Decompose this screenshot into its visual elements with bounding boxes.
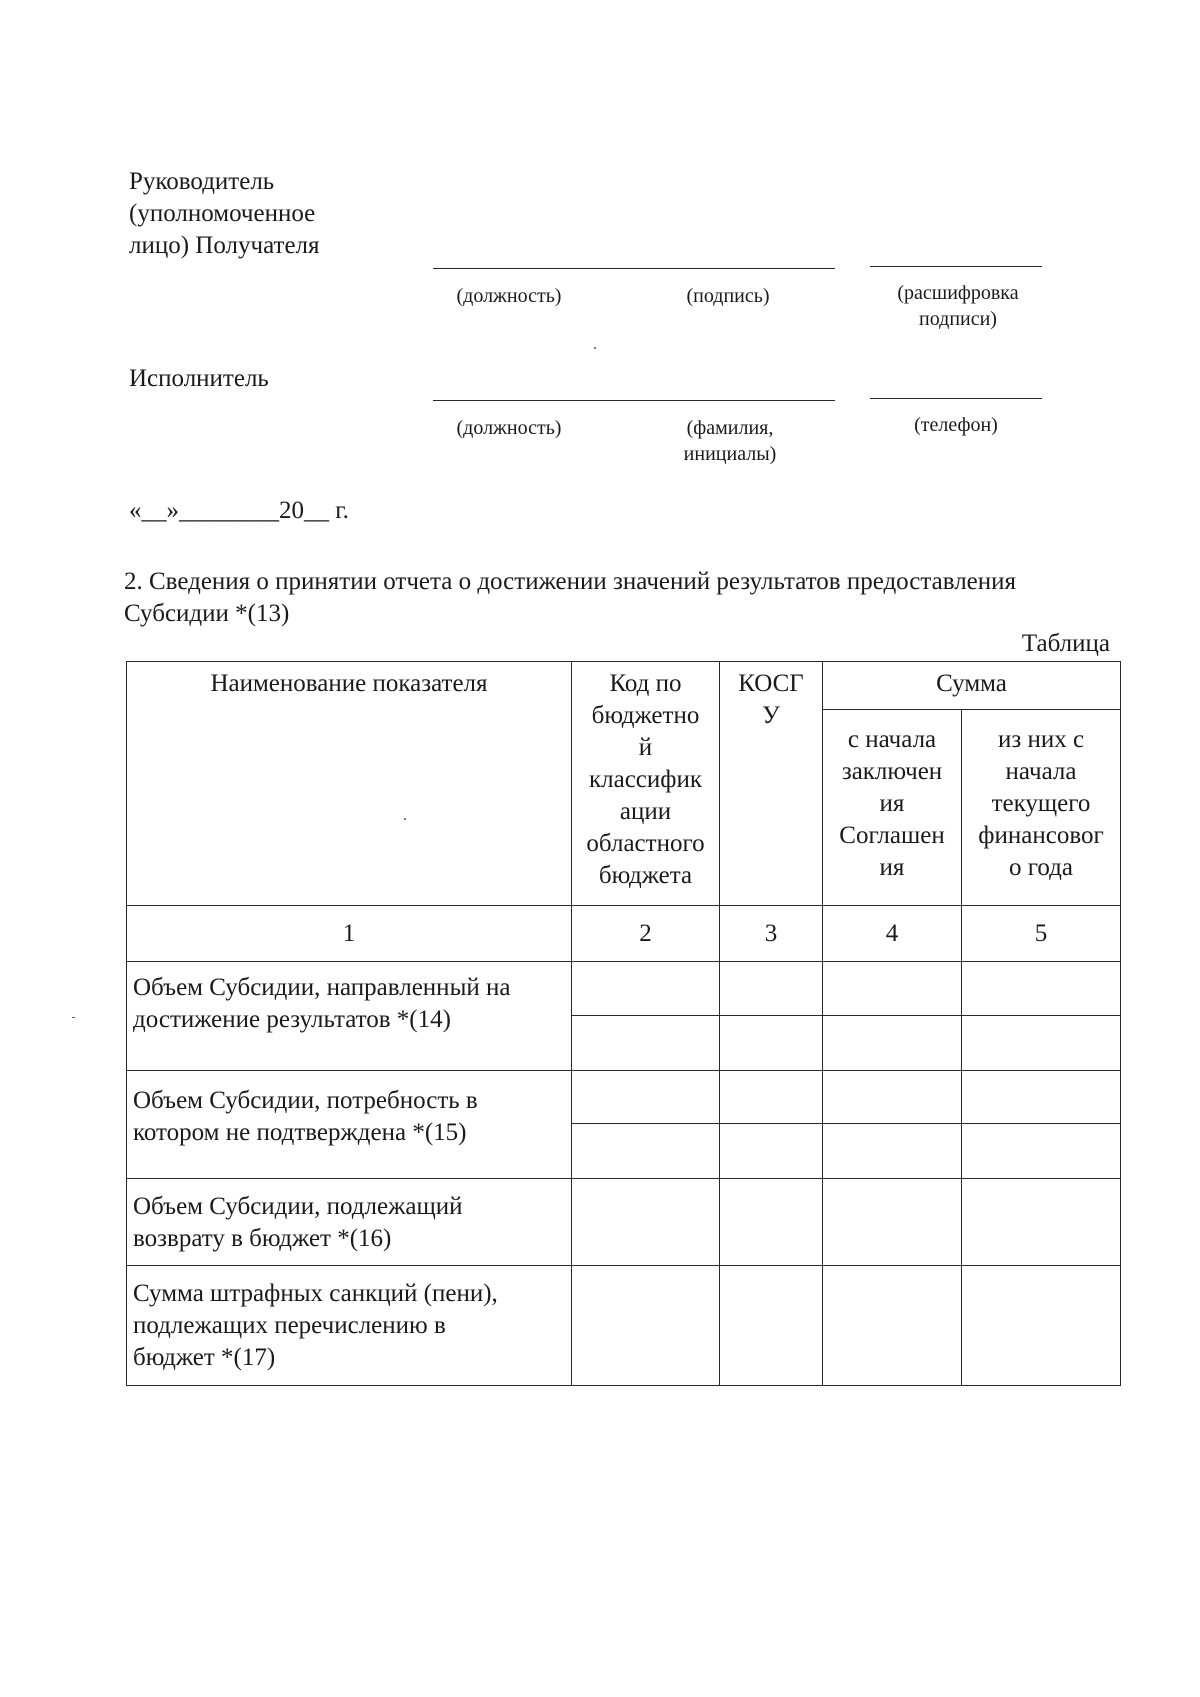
table-cell-input[interactable] (962, 1179, 1121, 1266)
header-text: бюджетно (591, 702, 700, 729)
table-label: Таблица (1021, 630, 1110, 657)
row-label (127, 962, 572, 1071)
table-cell-input[interactable] (572, 1071, 720, 1124)
header-sum (823, 662, 1121, 710)
header-text: классифик (588, 766, 702, 793)
scan-speck (594, 347, 596, 349)
executor-label: Исполнитель (129, 365, 269, 392)
table-cell-input[interactable] (962, 1016, 1121, 1071)
header-text: Наименование показателя (210, 670, 488, 697)
scan-speck (404, 818, 406, 820)
executor-phone-line[interactable] (870, 398, 1042, 399)
header-text: Сумма (936, 670, 1007, 697)
executor-position-caption: (должность) (456, 417, 562, 439)
row-label-line: подлежащих перечислению в (133, 1312, 446, 1339)
column-number: 1 (127, 906, 572, 962)
row-label-line: бюджет *(17) (133, 1344, 276, 1371)
table-cell-input[interactable] (823, 1179, 962, 1266)
header-code (572, 662, 720, 906)
table-cell-input[interactable] (823, 1266, 962, 1386)
executor-name-caption (644, 415, 816, 467)
table-cell-input[interactable] (720, 1071, 823, 1124)
report-table (126, 661, 1121, 1386)
table-cell-input[interactable] (572, 1266, 720, 1386)
table-cell-input[interactable] (572, 1016, 720, 1071)
header-sum-from-year (962, 710, 1121, 906)
table-row (127, 1071, 1121, 1124)
head-position-signature-line[interactable] (433, 268, 835, 269)
table-cell-input[interactable] (823, 1016, 962, 1071)
row-label-line: Сумма штрафных санкций (пени), (133, 1280, 498, 1307)
header-text: ия (879, 854, 905, 881)
header-text: й (638, 734, 653, 761)
section-heading (124, 566, 1164, 630)
column-number: 3 (720, 906, 823, 962)
header-text: из них с (997, 726, 1085, 753)
header-text: бюджета (598, 862, 693, 889)
header-sum-from-agreement (823, 710, 962, 906)
header-text: о года (1009, 854, 1073, 881)
table-cell-input[interactable] (720, 962, 823, 1016)
column-number: 5 (962, 906, 1121, 962)
header-kosgu (720, 662, 823, 906)
caption-line: инициалы) (683, 443, 777, 465)
table-cell-input[interactable] (962, 1124, 1121, 1179)
table-cell-input[interactable] (962, 1266, 1121, 1386)
table-row (127, 1179, 1121, 1266)
table-cell-input[interactable] (823, 962, 962, 1016)
row-label-line: возврату в бюджет *(16) (133, 1225, 392, 1252)
head-label-line: (уполномоченное (129, 200, 316, 227)
row-label-line: Объем Субсидии, направленный на (133, 974, 511, 1001)
header-text: финансовог (978, 822, 1104, 849)
column-number: 2 (572, 906, 720, 962)
row-label-line: Объем Субсидии, подлежащий (133, 1193, 463, 1220)
caption-line: (фамилия, (686, 417, 774, 439)
row-label-line: Объем Субсидии, потребность в (133, 1087, 478, 1114)
header-text: Код по (609, 670, 682, 697)
table-cell-input[interactable] (572, 1124, 720, 1179)
header-text: ия (879, 790, 905, 817)
header-text: КОСГ (738, 670, 804, 697)
table-cell-input[interactable] (823, 1071, 962, 1124)
column-number: 4 (823, 906, 962, 962)
row-label (127, 1071, 572, 1179)
table-cell-input[interactable] (823, 1124, 962, 1179)
header-text: областного (586, 830, 705, 857)
head-decoding-line[interactable] (870, 266, 1042, 267)
header-text: У (762, 702, 780, 729)
table-row (127, 962, 1121, 1016)
table-cell-input[interactable] (962, 1071, 1121, 1124)
row-label (127, 1179, 572, 1266)
row-label-line: котором не подтверждена *(15) (133, 1119, 467, 1146)
date-line: «__»________20__ г. (129, 497, 349, 524)
row-label-line: достижение результатов *(14) (133, 1006, 451, 1033)
header-text: текущего (991, 790, 1091, 817)
column-number-row (127, 906, 1121, 962)
table-cell-input[interactable] (720, 1266, 823, 1386)
header-text: с начала (847, 726, 937, 753)
header-text: заключен (841, 758, 943, 785)
header-text: Соглашен (839, 822, 945, 849)
header-text: ации (619, 798, 672, 825)
table-cell-input[interactable] (720, 1124, 823, 1179)
section-heading-line: 2. Сведения о принятии отчета о достижении значений результатов предоставления (124, 568, 1017, 595)
head-signature-caption: (подпись) (686, 285, 770, 307)
section-heading-line: Субсидии *(13) (124, 600, 290, 627)
scan-speck (72, 1017, 75, 1018)
head-label-line: лицо) Получателя (129, 232, 320, 259)
table-cell-input[interactable] (572, 1179, 720, 1266)
head-decoding-caption (866, 280, 1050, 332)
executor-phone-caption: (телефон) (914, 414, 998, 436)
header-name (127, 662, 572, 906)
table-row (127, 1266, 1121, 1386)
row-label (127, 1266, 572, 1386)
head-label-line: Руководитель (129, 168, 275, 195)
executor-position-name-line[interactable] (433, 400, 835, 401)
table-cell-input[interactable] (962, 962, 1121, 1016)
table-cell-input[interactable] (572, 962, 720, 1016)
table-cell-input[interactable] (720, 1016, 823, 1071)
head-label (129, 166, 389, 262)
head-position-caption: (должность) (456, 285, 562, 307)
header-text: начала (1005, 758, 1077, 785)
caption-line: подписи) (919, 308, 997, 330)
table-cell-input[interactable] (720, 1179, 823, 1266)
caption-line: (расшифровка (897, 282, 1019, 304)
